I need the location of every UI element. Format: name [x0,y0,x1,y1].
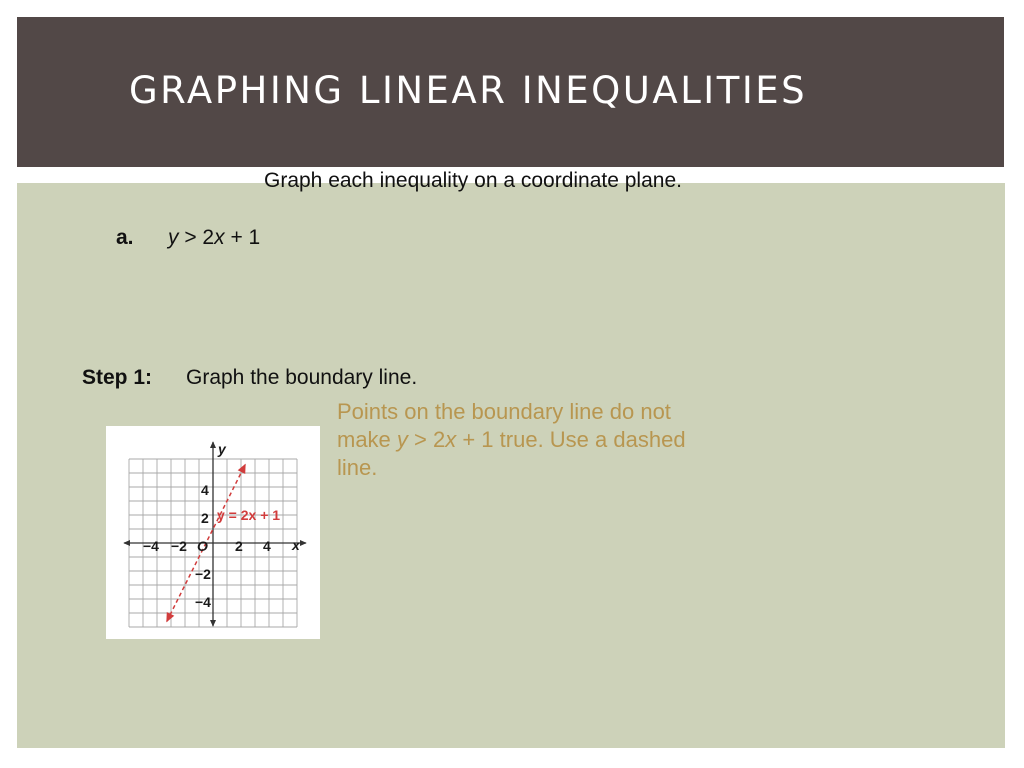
step-label: Step 1: [82,366,153,389]
expr-y: y [168,226,179,249]
note-line-3: line. [337,455,378,480]
expr-rest: + 1 [224,226,261,249]
inequality-expression [168,226,260,250]
y-tick-label: 4 [201,482,209,498]
x-tick-label: −4 [143,538,159,554]
expr-op: > 2 [178,226,215,249]
step-text: Graph the boundary line. [186,366,418,389]
note-line-2c: + 1 true. Use a dashed [456,427,686,452]
instruction-text: Graph each inequality on a coordinate plane. [264,169,682,192]
x-tick-label: −2 [171,538,187,554]
part-label: a. [116,226,134,249]
note-line-2a: make [337,427,397,452]
x-tick-label: 2 [235,538,243,554]
note-y: y [396,427,408,452]
y-tick-label: −2 [195,566,211,582]
title-banner [17,17,1004,167]
boundary-line-label: y = 2x + 1 [217,507,281,523]
note-line-1: Points on the boundary line do not [337,399,671,424]
expr-x: x [214,226,225,249]
x-tick-label: 4 [263,538,271,554]
y-axis-label: y [218,441,226,457]
note-line-2b: > 2 [407,427,446,452]
x-axis-label: x [292,537,300,553]
y-tick-label: −4 [195,594,211,610]
dashed-line-note [337,398,757,482]
coordinate-plane-svg [106,426,320,639]
origin-label: O [197,538,208,554]
coordinate-graph [106,426,320,639]
slide-title: GRAPHING LINEAR INEQUALITIES [129,69,808,112]
note-x: x [445,427,457,452]
y-tick-label: 2 [201,510,209,526]
